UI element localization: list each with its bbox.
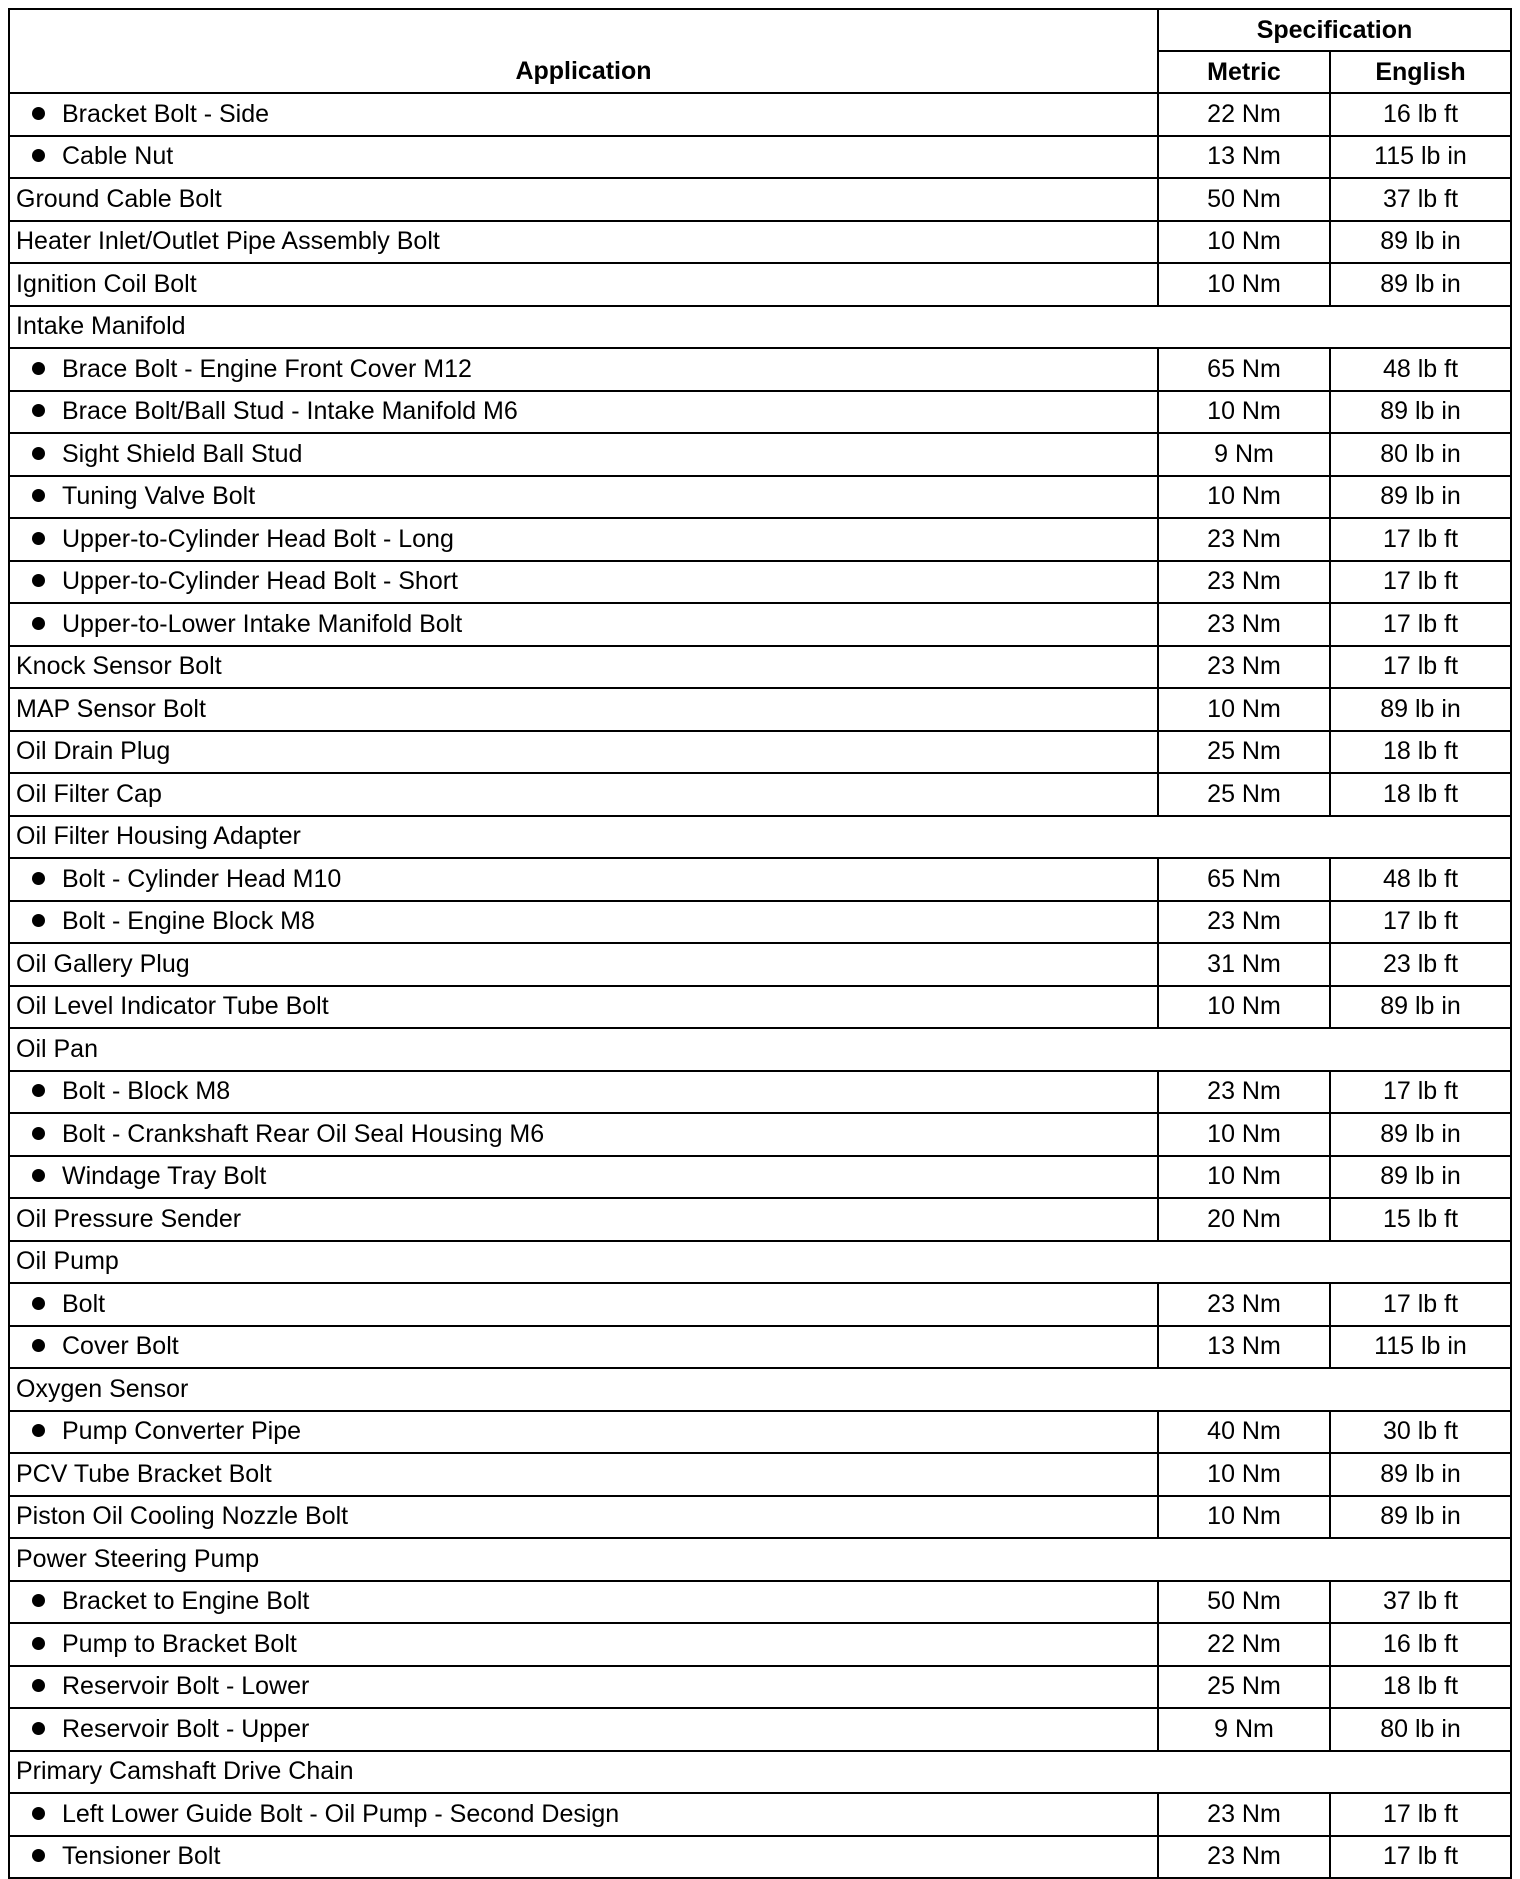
metric-value: 10 Nm bbox=[1158, 1453, 1330, 1496]
table-row bbox=[9, 773, 1511, 816]
table-row bbox=[9, 391, 1511, 434]
english-value: 17 lb ft bbox=[1330, 518, 1511, 561]
group-row bbox=[9, 1751, 1511, 1794]
metric-value: 9 Nm bbox=[1158, 433, 1330, 476]
table-row bbox=[9, 1198, 1511, 1241]
application-cell bbox=[9, 1241, 1511, 1284]
application-cell bbox=[9, 178, 1158, 221]
metric-value: 23 Nm bbox=[1158, 518, 1330, 561]
bullet-icon bbox=[32, 1722, 45, 1735]
english-value: 89 lb in bbox=[1330, 986, 1511, 1029]
application-cell bbox=[9, 901, 1158, 944]
table-row bbox=[9, 1453, 1511, 1496]
english-value: 48 lb ft bbox=[1330, 348, 1511, 391]
table-row bbox=[9, 688, 1511, 731]
english-value: 17 lb ft bbox=[1330, 1836, 1511, 1879]
application-cell bbox=[9, 646, 1158, 689]
application-cell bbox=[9, 348, 1158, 391]
table-row bbox=[9, 1623, 1511, 1666]
group-row bbox=[9, 1028, 1511, 1071]
english-value: 17 lb ft bbox=[1330, 1071, 1511, 1114]
english-value: 17 lb ft bbox=[1330, 561, 1511, 604]
application-cell bbox=[9, 1368, 1511, 1411]
table-row bbox=[9, 136, 1511, 179]
english-value: 18 lb ft bbox=[1330, 731, 1511, 774]
table-row bbox=[9, 1156, 1511, 1199]
bullet-icon bbox=[32, 1637, 45, 1650]
group-row bbox=[9, 1538, 1511, 1581]
application-label: Power Steering Pump bbox=[16, 1544, 260, 1573]
metric-value: 13 Nm bbox=[1158, 1326, 1330, 1369]
application-cell bbox=[9, 1666, 1158, 1709]
application-cell bbox=[9, 518, 1158, 561]
application-label: Bolt - Engine Block M8 bbox=[62, 907, 315, 936]
application-label: Heater Inlet/Outlet Pipe Assembly Bolt bbox=[16, 227, 440, 256]
application-label: Intake Manifold bbox=[16, 312, 186, 341]
bullet-icon bbox=[32, 872, 45, 885]
table-row bbox=[9, 263, 1511, 306]
application-label: Reservoir Bolt - Upper bbox=[62, 1714, 310, 1743]
application-label: Primary Camshaft Drive Chain bbox=[16, 1757, 354, 1786]
metric-value: 40 Nm bbox=[1158, 1411, 1330, 1454]
bullet-icon bbox=[32, 1339, 45, 1352]
specification-header: Specification bbox=[1158, 9, 1511, 51]
application-label: Ground Cable Bolt bbox=[16, 184, 222, 213]
application-cell bbox=[9, 93, 1158, 136]
application-label: Tuning Valve Bolt bbox=[62, 482, 256, 511]
application-cell bbox=[9, 1113, 1158, 1156]
table-row bbox=[9, 1411, 1511, 1454]
bullet-icon bbox=[32, 1297, 45, 1310]
application-label: Windage Tray Bolt bbox=[62, 1162, 267, 1191]
metric-value: 22 Nm bbox=[1158, 1623, 1330, 1666]
application-cell bbox=[9, 476, 1158, 519]
metric-value: 10 Nm bbox=[1158, 221, 1330, 264]
application-cell bbox=[9, 1538, 1511, 1581]
bullet-icon bbox=[32, 1849, 45, 1862]
english-value: 37 lb ft bbox=[1330, 1581, 1511, 1624]
application-cell bbox=[9, 1156, 1158, 1199]
bullet-icon bbox=[32, 149, 45, 162]
bullet-icon bbox=[32, 404, 45, 417]
english-value: 16 lb ft bbox=[1330, 1623, 1511, 1666]
table-row bbox=[9, 561, 1511, 604]
metric-value: 31 Nm bbox=[1158, 943, 1330, 986]
table-row bbox=[9, 433, 1511, 476]
english-value: 89 lb in bbox=[1330, 1453, 1511, 1496]
metric-value: 9 Nm bbox=[1158, 1708, 1330, 1751]
application-label: Bracket Bolt - Side bbox=[62, 99, 270, 128]
application-cell bbox=[9, 986, 1158, 1029]
table-row bbox=[9, 221, 1511, 264]
application-cell bbox=[9, 858, 1158, 901]
application-cell bbox=[9, 1793, 1158, 1836]
application-cell bbox=[9, 1453, 1158, 1496]
metric-value: 10 Nm bbox=[1158, 688, 1330, 731]
application-label: Oil Filter Cap bbox=[16, 779, 162, 808]
metric-value: 25 Nm bbox=[1158, 1666, 1330, 1709]
application-label: Reservoir Bolt - Lower bbox=[62, 1672, 310, 1701]
application-cell bbox=[9, 561, 1158, 604]
english-value: 89 lb in bbox=[1330, 221, 1511, 264]
english-value: 37 lb ft bbox=[1330, 178, 1511, 221]
application-label: Ignition Coil Bolt bbox=[16, 269, 197, 298]
table-row bbox=[9, 986, 1511, 1029]
bullet-icon bbox=[32, 1594, 45, 1607]
application-label: Oil Pump bbox=[16, 1247, 119, 1276]
table-row bbox=[9, 943, 1511, 986]
table-row bbox=[9, 348, 1511, 391]
application-cell bbox=[9, 221, 1158, 264]
english-value: 17 lb ft bbox=[1330, 603, 1511, 646]
table-row bbox=[9, 646, 1511, 689]
group-row bbox=[9, 816, 1511, 859]
table-row bbox=[9, 178, 1511, 221]
table-row bbox=[9, 603, 1511, 646]
application-cell bbox=[9, 136, 1158, 179]
table-row bbox=[9, 901, 1511, 944]
english-value: 89 lb in bbox=[1330, 263, 1511, 306]
application-label: Oxygen Sensor bbox=[16, 1374, 189, 1403]
english-value: 18 lb ft bbox=[1330, 1666, 1511, 1709]
metric-value: 23 Nm bbox=[1158, 646, 1330, 689]
english-value: 80 lb in bbox=[1330, 1708, 1511, 1751]
application-cell bbox=[9, 731, 1158, 774]
application-cell bbox=[9, 603, 1158, 646]
application-cell bbox=[9, 688, 1158, 731]
application-header: Application bbox=[9, 9, 1158, 93]
application-cell bbox=[9, 1623, 1158, 1666]
english-value: 17 lb ft bbox=[1330, 901, 1511, 944]
application-label: Bracket to Engine Bolt bbox=[62, 1587, 310, 1616]
application-label: Piston Oil Cooling Nozzle Bolt bbox=[16, 1502, 349, 1531]
bullet-icon bbox=[32, 1679, 45, 1692]
application-cell bbox=[9, 1581, 1158, 1624]
table-row bbox=[9, 1793, 1511, 1836]
english-value: 30 lb ft bbox=[1330, 1411, 1511, 1454]
english-value: 89 lb in bbox=[1330, 1113, 1511, 1156]
application-label: Bolt - Block M8 bbox=[62, 1077, 231, 1106]
application-cell bbox=[9, 263, 1158, 306]
metric-value: 10 Nm bbox=[1158, 391, 1330, 434]
application-label: Cover Bolt bbox=[62, 1332, 179, 1361]
bullet-icon bbox=[32, 489, 45, 502]
application-label: Oil Level Indicator Tube Bolt bbox=[16, 992, 329, 1021]
table-row bbox=[9, 476, 1511, 519]
table-row bbox=[9, 1496, 1511, 1539]
application-label: MAP Sensor Bolt bbox=[16, 694, 206, 723]
metric-header: Metric bbox=[1158, 51, 1330, 93]
metric-value: 25 Nm bbox=[1158, 773, 1330, 816]
bullet-icon bbox=[32, 1807, 45, 1820]
application-cell bbox=[9, 1326, 1158, 1369]
application-cell bbox=[9, 433, 1158, 476]
english-header: English bbox=[1330, 51, 1511, 93]
bullet-icon bbox=[32, 574, 45, 587]
bullet-icon bbox=[32, 447, 45, 460]
table-row bbox=[9, 1113, 1511, 1156]
application-cell bbox=[9, 1071, 1158, 1114]
application-label: Brace Bolt/Ball Stud - Intake Manifold M6 bbox=[62, 397, 518, 426]
bullet-icon bbox=[32, 1127, 45, 1140]
metric-value: 65 Nm bbox=[1158, 858, 1330, 901]
metric-value: 23 Nm bbox=[1158, 561, 1330, 604]
english-value: 89 lb in bbox=[1330, 1496, 1511, 1539]
table-row bbox=[9, 1581, 1511, 1624]
application-label: Oil Gallery Plug bbox=[16, 949, 190, 978]
application-label: Sight Shield Ball Stud bbox=[62, 439, 303, 468]
application-label: Tensioner Bolt bbox=[62, 1842, 221, 1871]
english-value: 89 lb in bbox=[1330, 688, 1511, 731]
metric-value: 22 Nm bbox=[1158, 93, 1330, 136]
bullet-icon bbox=[32, 107, 45, 120]
table-row bbox=[9, 518, 1511, 561]
application-label: Brace Bolt - Engine Front Cover M12 bbox=[62, 354, 472, 383]
bullet-icon bbox=[32, 1424, 45, 1437]
bullet-icon bbox=[32, 1169, 45, 1182]
metric-value: 50 Nm bbox=[1158, 178, 1330, 221]
english-value: 89 lb in bbox=[1330, 1156, 1511, 1199]
application-label: Bolt bbox=[62, 1289, 106, 1318]
application-cell bbox=[9, 773, 1158, 816]
table-row bbox=[9, 858, 1511, 901]
application-cell bbox=[9, 1283, 1158, 1326]
english-value: 15 lb ft bbox=[1330, 1198, 1511, 1241]
application-cell bbox=[9, 1496, 1158, 1539]
metric-value: 23 Nm bbox=[1158, 603, 1330, 646]
english-value: 48 lb ft bbox=[1330, 858, 1511, 901]
group-row bbox=[9, 306, 1511, 349]
table-row bbox=[9, 1071, 1511, 1114]
application-label: Knock Sensor Bolt bbox=[16, 652, 222, 681]
application-label: Upper-to-Cylinder Head Bolt - Long bbox=[62, 524, 454, 553]
english-value: 18 lb ft bbox=[1330, 773, 1511, 816]
metric-value: 65 Nm bbox=[1158, 348, 1330, 391]
application-cell bbox=[9, 1198, 1158, 1241]
bullet-icon bbox=[32, 1084, 45, 1097]
metric-value: 50 Nm bbox=[1158, 1581, 1330, 1624]
application-label: PCV Tube Bracket Bolt bbox=[16, 1459, 272, 1488]
application-label: Pump Converter Pipe bbox=[62, 1417, 302, 1446]
table-row bbox=[9, 93, 1511, 136]
english-value: 89 lb in bbox=[1330, 391, 1511, 434]
metric-value: 10 Nm bbox=[1158, 263, 1330, 306]
application-label: Upper-to-Cylinder Head Bolt - Short bbox=[62, 567, 458, 596]
bullet-icon bbox=[32, 617, 45, 630]
group-row bbox=[9, 1368, 1511, 1411]
english-value: 115 lb in bbox=[1330, 1326, 1511, 1369]
metric-value: 23 Nm bbox=[1158, 1283, 1330, 1326]
english-value: 17 lb ft bbox=[1330, 1283, 1511, 1326]
metric-value: 10 Nm bbox=[1158, 986, 1330, 1029]
group-row bbox=[9, 1241, 1511, 1284]
application-label: Cable Nut bbox=[62, 142, 174, 171]
english-value: 17 lb ft bbox=[1330, 646, 1511, 689]
application-cell bbox=[9, 1708, 1158, 1751]
metric-value: 25 Nm bbox=[1158, 731, 1330, 774]
bullet-icon bbox=[32, 362, 45, 375]
application-label: Upper-to-Lower Intake Manifold Bolt bbox=[62, 609, 463, 638]
table-header bbox=[9, 9, 1511, 93]
metric-value: 10 Nm bbox=[1158, 1156, 1330, 1199]
metric-value: 10 Nm bbox=[1158, 1113, 1330, 1156]
table-row bbox=[9, 1708, 1511, 1751]
application-label: Oil Pressure Sender bbox=[16, 1204, 242, 1233]
application-cell bbox=[9, 1411, 1158, 1454]
table-row bbox=[9, 1283, 1511, 1326]
english-value: 23 lb ft bbox=[1330, 943, 1511, 986]
application-cell bbox=[9, 1028, 1511, 1071]
metric-value: 23 Nm bbox=[1158, 1793, 1330, 1836]
english-value: 89 lb in bbox=[1330, 476, 1511, 519]
bullet-icon bbox=[32, 914, 45, 927]
application-label: Oil Drain Plug bbox=[16, 737, 171, 766]
application-cell bbox=[9, 391, 1158, 434]
application-label: Pump to Bracket Bolt bbox=[62, 1629, 297, 1658]
english-value: 17 lb ft bbox=[1330, 1793, 1511, 1836]
metric-value: 23 Nm bbox=[1158, 901, 1330, 944]
table-row bbox=[9, 731, 1511, 774]
torque-spec-table bbox=[8, 8, 1512, 1879]
application-label: Oil Pan bbox=[16, 1034, 98, 1063]
english-value: 16 lb ft bbox=[1330, 93, 1511, 136]
metric-value: 23 Nm bbox=[1158, 1071, 1330, 1114]
metric-value: 13 Nm bbox=[1158, 136, 1330, 179]
application-label: Bolt - Crankshaft Rear Oil Seal Housing M6 bbox=[62, 1119, 545, 1148]
table-row bbox=[9, 1836, 1511, 1879]
application-cell bbox=[9, 1751, 1511, 1794]
metric-value: 10 Nm bbox=[1158, 1496, 1330, 1539]
application-label: Oil Filter Housing Adapter bbox=[16, 822, 301, 851]
application-cell bbox=[9, 943, 1158, 986]
bullet-icon bbox=[32, 532, 45, 545]
application-cell bbox=[9, 1836, 1158, 1879]
table-body bbox=[9, 93, 1511, 1878]
english-value: 115 lb in bbox=[1330, 136, 1511, 179]
application-cell bbox=[9, 816, 1511, 859]
english-value: 80 lb in bbox=[1330, 433, 1511, 476]
metric-value: 10 Nm bbox=[1158, 476, 1330, 519]
application-cell bbox=[9, 306, 1511, 349]
table-row bbox=[9, 1666, 1511, 1709]
application-label: Bolt - Cylinder Head M10 bbox=[62, 864, 342, 893]
application-label: Left Lower Guide Bolt - Oil Pump - Second Design bbox=[62, 1799, 620, 1828]
metric-value: 20 Nm bbox=[1158, 1198, 1330, 1241]
table-row bbox=[9, 1326, 1511, 1369]
metric-value: 23 Nm bbox=[1158, 1836, 1330, 1879]
